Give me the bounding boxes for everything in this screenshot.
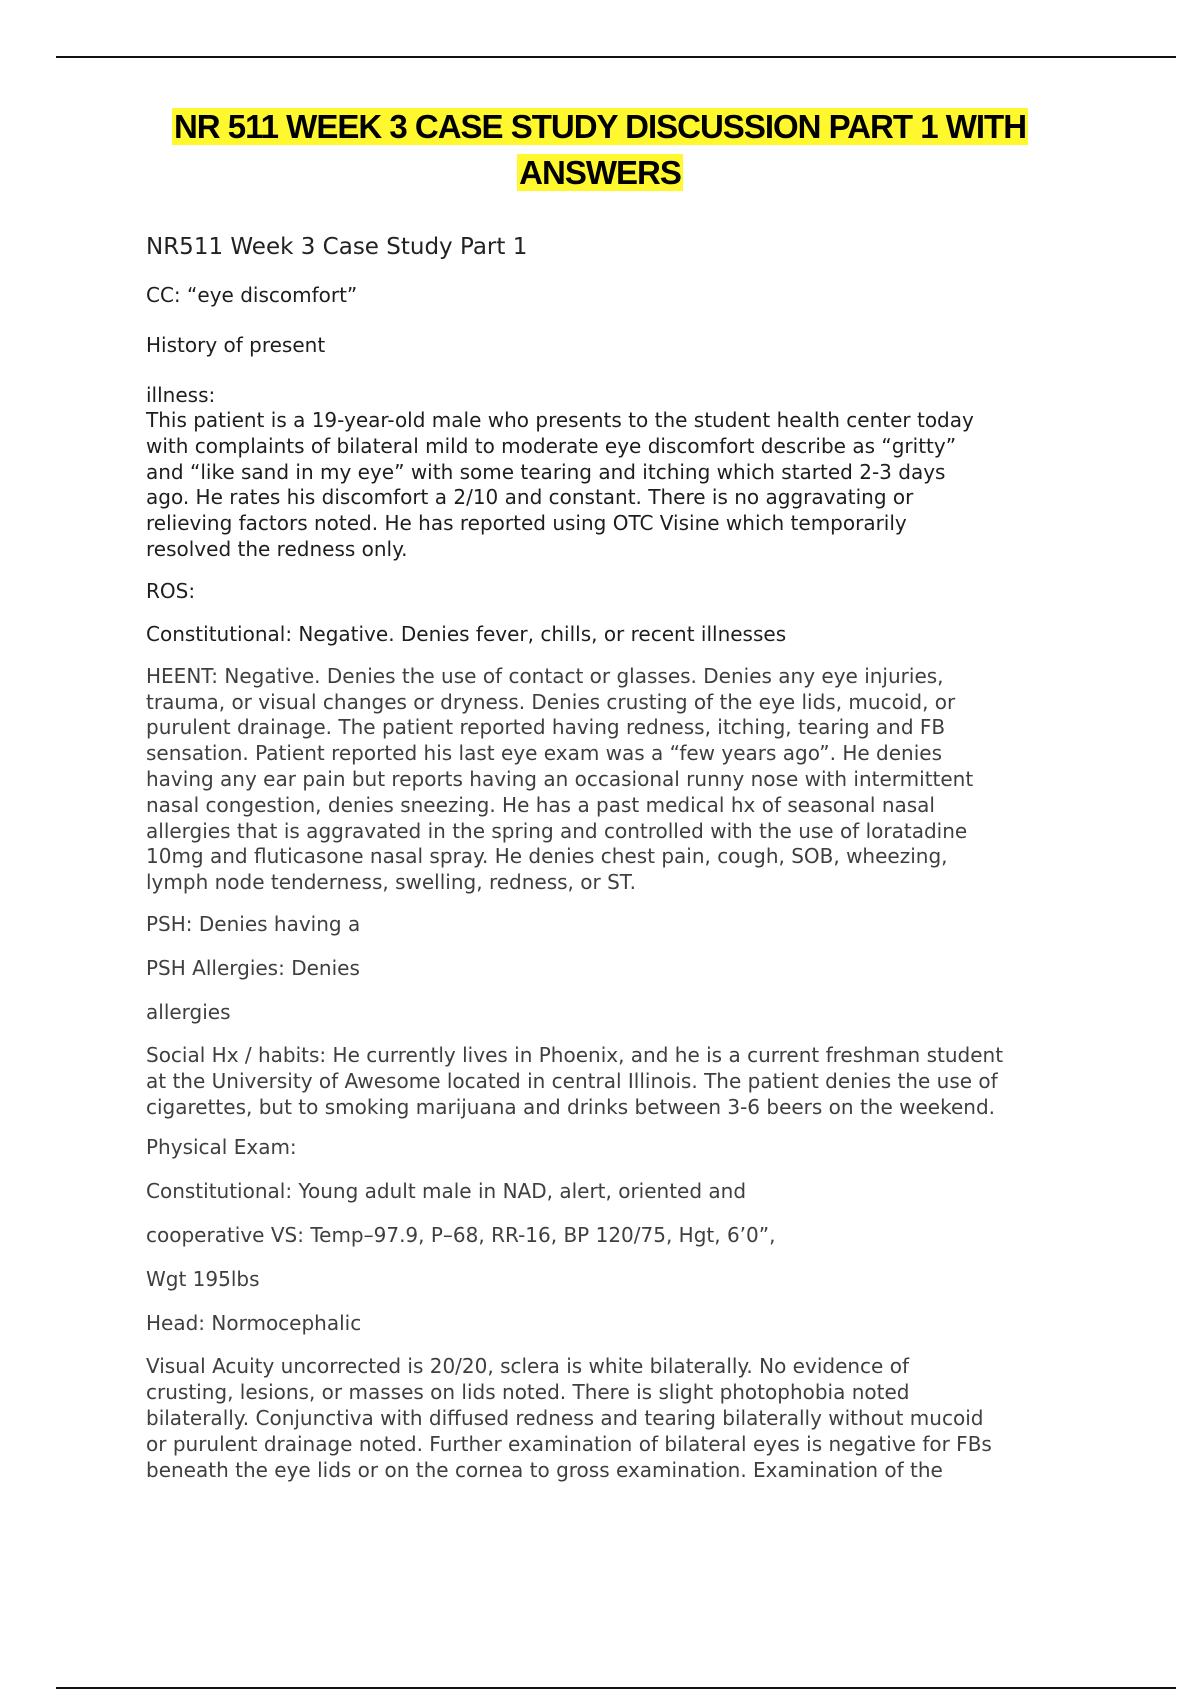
- document-title: [0, 104, 1200, 196]
- constitutional-ros: Constitutional: Negative. Denies fever, chills, or recent illnesses: [146, 621, 787, 646]
- ros-label: ROS:: [146, 578, 196, 603]
- social-history-paragraph: [146, 1043, 1106, 1120]
- visual-line: beneath the eye lids or on the cornea to gross examination. Examination of the: [146, 1457, 943, 1482]
- heent-line: purulent drainage. The patient reported having redness, itching, tearing and FB: [146, 715, 946, 740]
- hpi-line: resolved the redness only.: [146, 536, 408, 561]
- heent-line: nasal congestion, denies sneezing. He has a past medical hx of seasonal nasal: [146, 792, 935, 817]
- heent-line: HEENT: Negative. Denies the use of contact or glasses. Denies any eye injuries,: [146, 663, 944, 688]
- heent-line: sensation. Patient reported his last eye exam was a “few years ago”. He denies: [146, 741, 942, 766]
- hpi-line: ago. He rates his discomfort a 2/10 and constant. There is no aggravating or: [146, 485, 914, 510]
- psh-allergies: PSH Allergies: Denies: [146, 955, 360, 980]
- visual-line: bilaterally. Conjunctiva with diffused redness and tearing bilaterally without mucoid: [146, 1405, 984, 1430]
- bottom-rule: [56, 1687, 1176, 1689]
- social-line: at the University of Awesome located in central Illinois. The patient denies the use of: [146, 1068, 998, 1093]
- illness-label: illness:: [146, 383, 216, 407]
- hpi-line: relieving factors noted. He has reported using OTC Visine which temporarily: [146, 511, 907, 536]
- heent-line: allergies that is aggravated in the spring and controlled with the use of loratadine: [146, 818, 968, 843]
- document-body: [146, 232, 1106, 1483]
- visual-line: Visual Acuity uncorrected is 20/20, sclera is white bilaterally. No evidence of: [146, 1354, 909, 1379]
- social-line: Social Hx / habits: He currently lives in Phoenix, and he is a current freshman student: [146, 1042, 1004, 1067]
- visual-line: or purulent drainage noted. Further examination of bilateral eyes is negative for FBs: [146, 1431, 992, 1456]
- chief-complaint: CC: “eye discomfort”: [146, 283, 358, 307]
- top-rule: [56, 56, 1176, 58]
- head-exam: Head: Normocephalic: [146, 1311, 362, 1336]
- psh: PSH: Denies having a: [146, 911, 361, 936]
- visual-acuity-paragraph: [146, 1354, 1106, 1483]
- title-line-2: ANSWERS: [519, 154, 681, 191]
- hpi-line: with complaints of bilateral mild to moderate eye discomfort describe as “gritty”: [146, 433, 957, 458]
- constitutional-exam: Constitutional: Young adult male in NAD, alert, oriented and: [146, 1179, 747, 1204]
- weight: Wgt 195lbs: [146, 1267, 260, 1292]
- physical-exam-label: Physical Exam:: [146, 1135, 297, 1160]
- heent-line: lymph node tenderness, swelling, redness, or ST.: [146, 870, 636, 895]
- hpi-line: and “like sand in my eye” with some tearing and itching which started 2-3 days: [146, 459, 946, 484]
- case-study-subtitle: NR511 Week 3 Case Study Part 1: [146, 234, 528, 260]
- heent-line: trauma, or visual changes or dryness. Denies crusting of the eye lids, mucoid, or: [146, 689, 956, 714]
- heent-line: 10mg and fluticasone nasal spray. He denies chest pain, cough, SOB, wheezing,: [146, 844, 948, 869]
- social-line: cigarettes, but to smoking marijuana and drinks between 3-6 beers on the weekend.: [146, 1094, 996, 1119]
- heent-line: having any ear pain but reports having an occasional runny nose with intermittent: [146, 766, 974, 791]
- vital-signs: cooperative VS: Temp–97.9, P–68, RR-16, BP 120/75, Hgt, 6’0”,: [146, 1223, 776, 1248]
- hpi-paragraph: [146, 408, 1106, 563]
- heent-paragraph: [146, 664, 1106, 896]
- hpi-line: This patient is a 19-year-old male who presents to the student health center today: [146, 408, 974, 432]
- allergies: allergies: [146, 999, 231, 1024]
- hpi-label: History of present: [146, 333, 326, 357]
- title-line-1: NR 511 WEEK 3 CASE STUDY DISCUSSION PART 1 WITH: [173, 108, 1027, 145]
- visual-line: crusting, lesions, or masses on lids noted. There is slight photophobia noted: [146, 1380, 910, 1405]
